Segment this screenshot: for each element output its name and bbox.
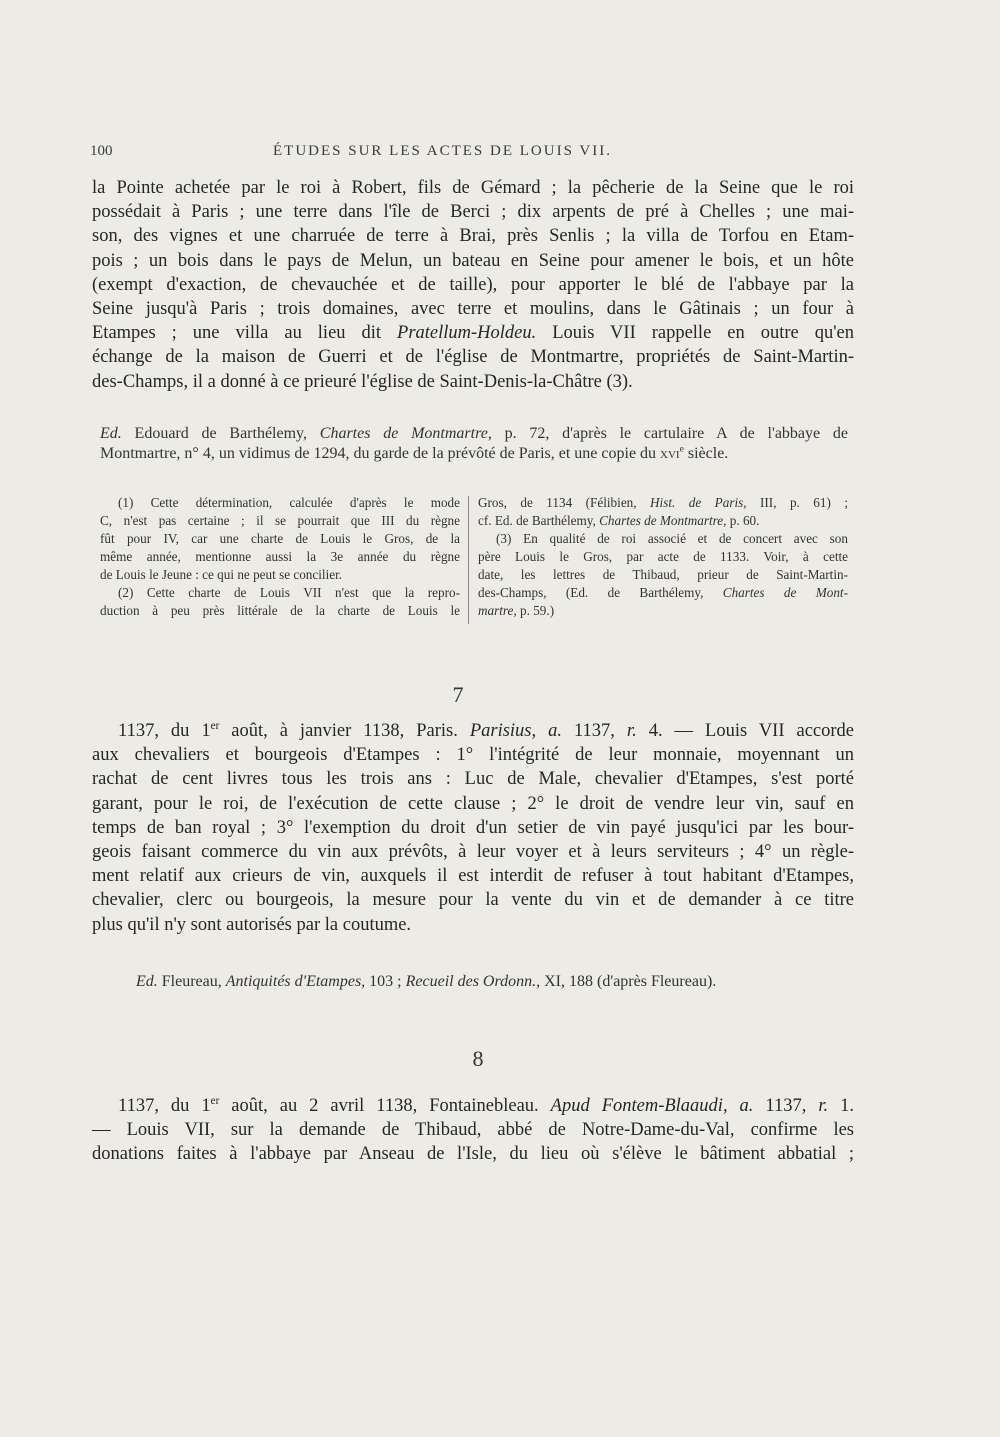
text-line: plus qu'il n'y sont autorisés par la coutume. <box>92 914 412 935</box>
footnote-2-line: Gros, de 1134 (Félibien, Hist. de Paris, III, p. 61) ; <box>478 495 849 510</box>
text-line: rachat de cent livres tous les trois ans : Luc de Male, chevalier d'Etampes, s'est porté <box>92 769 854 790</box>
footnote-2-line: duction à peu près littérale de la charte de Louis le <box>100 603 460 618</box>
section-number-7: 7 <box>452 682 464 707</box>
text-line: son, des vignes et une charruée de terre à Brai, près Senlis ; la villa de Torfou en Etam- <box>92 226 854 247</box>
text-line: Ed. Edouard de Barthélemy, Chartes de Montmartre, p. 72, d'après le cartulaire A de l'abbaye de <box>100 425 849 442</box>
column-divider <box>468 496 469 624</box>
text-line: temps de ban royal ; 3° l'exemption du droit d'un setier de vin payé jusqu'ici par les bour- <box>92 817 854 838</box>
footnote-1-line: C, n'est pas certaine ; il se pourrait que III du règne <box>100 513 460 528</box>
section-number-8: 8 <box>472 1046 484 1071</box>
section-8-paragraph <box>92 1094 854 1167</box>
footnote-2-line: cf. Ed. de Barthélemy, Chartes de Montmartre, p. 60. <box>478 513 760 528</box>
text-line: échange de la maison de Guerri et de l'église de Montmartre, propriétés de Saint-Martin- <box>92 347 854 368</box>
running-title: ÉTUDES SUR LES ACTES DE LOUIS VII. <box>273 143 612 159</box>
text-line: Montmartre, n° 4, un vidimus de 1294, du garde de la prévôté de Paris, et une copie du xvi$^e$ siècle. <box>100 443 729 462</box>
text-line: garant, pour le roi, de l'exécution de cette clause ; 2° le droit de vendre leur vin, sauf en <box>92 793 854 814</box>
place-name: Pratellum-Holdeu. <box>397 323 537 344</box>
text-line: geois faisant commerce du vin aux prévôts, à leur voyer et à leurs serviteurs ; 4° un règle- <box>92 842 854 863</box>
text-line: (exempt d'exaction, de chevauchée et de taille), pour apporter le blé de l'abbaye par la <box>92 274 854 295</box>
footnote-3-line: (3) En qualité de roi associé et de concert avec son <box>496 531 848 546</box>
edition-note-6 <box>100 424 848 464</box>
section-7-paragraph <box>92 719 854 937</box>
text-line: Seine jusqu'à Paris ; trois domaines, avec terre et moulins, dans le Gâtinais ; un four à <box>92 299 854 320</box>
text-line: 1137, du 1er août, au 2 avril 1138, Fontainebleau. Apud Fontem-Blaaudi, a. 1137, r. 1. <box>118 1094 854 1116</box>
running-header <box>90 143 855 165</box>
footnote-1-line: (1) Cette détermination, calculée d'après le mode <box>118 495 460 510</box>
footnote-3-line: martre, p. 59.) <box>478 603 555 618</box>
text-line: aux chevaliers et bourgeois d'Etampes : 1° l'intégrité de leur monnaie, moyennant un <box>92 745 854 766</box>
text-line: chevalier, clerc ou bourgeois, la mesure pour la vente du vin et de demander à ce titre <box>92 890 854 911</box>
continuation-paragraph <box>92 176 854 394</box>
footnote-3-line: des-Champs, (Ed. de Barthélemy, Chartes de Mont- <box>478 585 848 600</box>
page-number: 100 <box>90 143 113 159</box>
footnotes-right-column <box>478 494 848 620</box>
text-line: Ed. Fleureau, Antiquités d'Etampes, 103 ; Recueil des Ordonn., XI, 188 (d'après Fleureau). <box>136 973 717 990</box>
footnotes <box>100 494 848 629</box>
text-line: possédait à Paris ; une terre dans l'île de Berci ; dix arpents de pré à Chelles ; une mai- <box>92 202 854 223</box>
footnote-3-line: date, les lettres de Thibaud, prieur de Saint-Martin- <box>478 567 848 582</box>
text-line: des-Champs, il a donné à ce prieuré l'église de Saint-Denis-la-Châtre (3). <box>92 371 633 392</box>
footnote-1-line: même année, mentionne aussi la 3e année du règne <box>100 549 460 564</box>
text-line: 1137, du 1er août, à janvier 1138, Paris. Parisius, a. 1137, r. 4. — Louis VII accorde <box>118 719 854 741</box>
text-line: — Louis VII, sur la demande de Thibaud, abbé de Notre-Dame-du-Val, confirme les <box>92 1120 854 1141</box>
text-line: Etampes ; une villa au lieu dit Pratellum-Holdeu. Louis VII rappelle en outre qu'en <box>92 323 854 344</box>
footnote-1-line: fût pour IV, car une charte de Louis le Gros, de la <box>100 531 460 546</box>
text-line: donations faites à l'abbaye par Anseau de l'Isle, du lieu où s'élève le bâtiment abbatial ; <box>92 1144 854 1165</box>
edition-note-7 <box>136 972 836 992</box>
footnote-3-line: père Louis le Gros, par acte de 1133. Voir, à cette <box>478 549 848 564</box>
text-line: la Pointe achetée par le roi à Robert, fils de Gémard ; la pêcherie de la Seine que le roi <box>92 178 854 198</box>
text-line: ment relatif aux crieurs de vin, auxquels il est interdit de refuser à tout habitant d'Etampes, <box>92 866 854 887</box>
text-line: pois ; un bois dans le pays de Melun, un bateau en Seine pour amener le bois, et un hôte <box>92 250 854 271</box>
footnote-2-line: (2) Cette charte de Louis VII n'est que la repro- <box>118 585 460 600</box>
footnote-1-line: de Louis le Jeune : ce qui ne peut se concilier. <box>100 567 343 582</box>
footnotes-left-column <box>100 494 460 620</box>
